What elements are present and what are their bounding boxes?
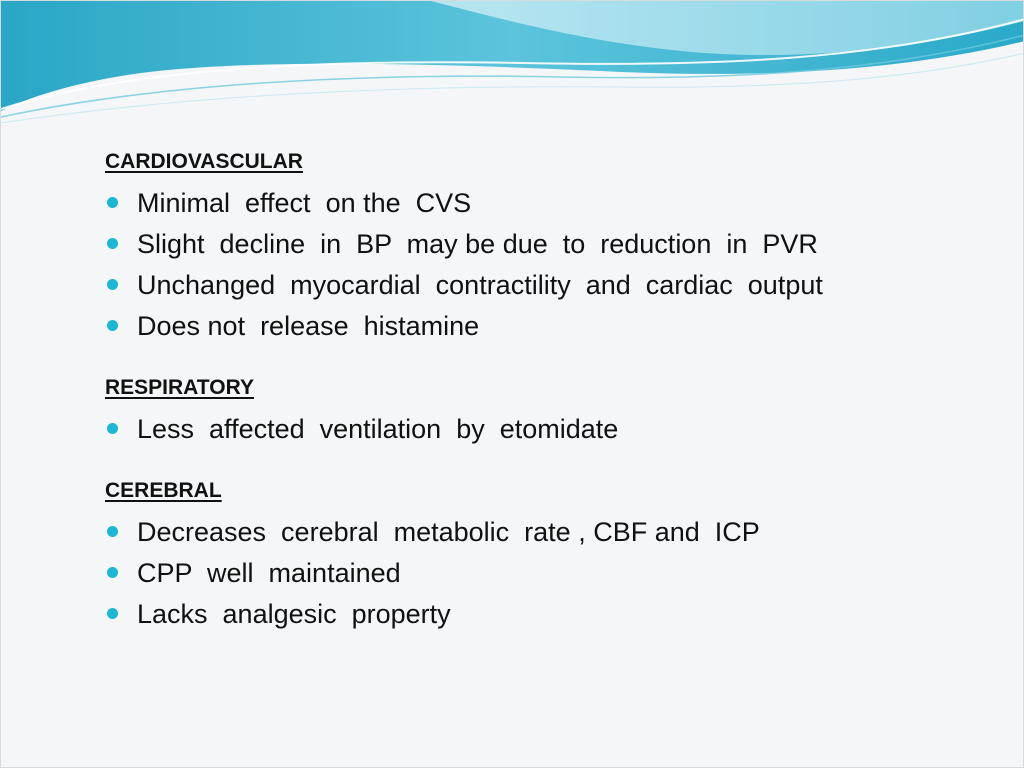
bullet-dot-icon	[107, 526, 118, 537]
bullet-text: CPP well maintained	[137, 558, 401, 588]
bullet-text: Less affected ventilation by etomidate	[137, 414, 619, 444]
bullet-dot-icon	[107, 238, 118, 249]
bullet-dot-icon	[107, 279, 118, 290]
bullet-text: Does not release histamine	[137, 311, 480, 341]
bullet-item	[105, 224, 985, 265]
section-cerebral	[105, 476, 985, 635]
bullet-dot-icon	[107, 567, 118, 578]
bullet-item	[105, 512, 985, 553]
bullet-dot-icon	[107, 320, 118, 331]
bullet-text: Lacks analgesic property	[137, 599, 451, 629]
section-heading: CARDIOVASCULAR	[105, 150, 303, 173]
bullet-dot-icon	[107, 423, 118, 434]
bullet-item	[105, 306, 985, 347]
bullet-text: Unchanged myocardial contractility and cardiac output	[137, 270, 823, 300]
bullet-item	[105, 409, 985, 450]
bullet-list	[105, 409, 985, 450]
bullet-list	[105, 183, 985, 347]
bullet-item	[105, 594, 985, 635]
bullet-text: Minimal effect on the CVS	[137, 188, 472, 218]
section-respiratory	[105, 373, 985, 450]
section-heading: CEREBRAL	[105, 479, 222, 502]
section-cardiovascular	[105, 147, 985, 347]
header-wave-decoration	[1, 1, 1024, 131]
section-heading: RESPIRATORY	[105, 376, 254, 399]
bullet-list	[105, 512, 985, 635]
bullet-dot-icon	[107, 608, 118, 619]
bullet-text: Decreases cerebral metabolic rate , CBF and ICP	[137, 517, 760, 547]
slide-content	[105, 147, 985, 661]
bullet-item	[105, 265, 985, 306]
bullet-dot-icon	[107, 197, 118, 208]
bullet-item	[105, 183, 985, 224]
bullet-text: Slight decline in BP may be due to reduction in PVR	[137, 229, 818, 259]
bullet-item	[105, 553, 985, 594]
